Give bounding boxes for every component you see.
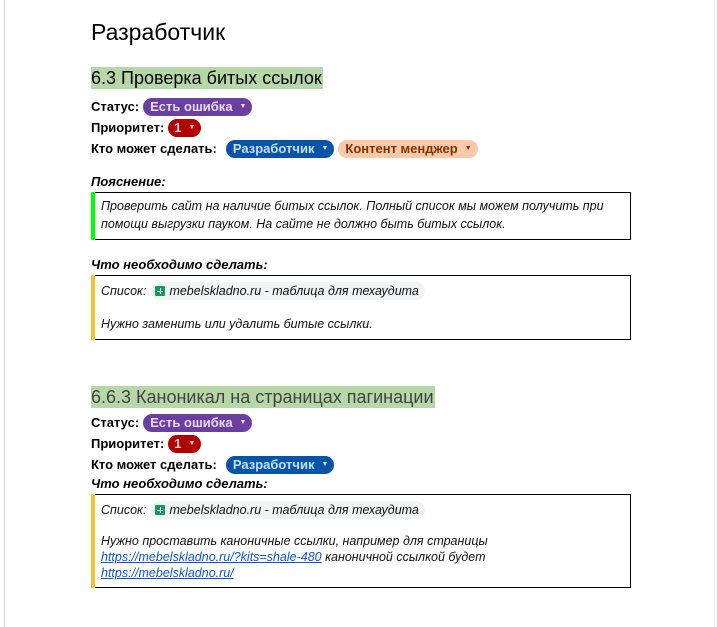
status-value: Есть ошибка xyxy=(150,415,233,430)
google-sheets-icon xyxy=(155,286,165,296)
assignee-developer-chip[interactable] xyxy=(226,140,335,158)
assignee-row xyxy=(91,454,631,475)
todo-label: Что необходимо сделать: xyxy=(91,257,268,272)
chevron-down-icon: ▼ xyxy=(239,419,247,426)
todo-box xyxy=(91,494,631,588)
file-reference-line xyxy=(101,500,622,520)
status-dropdown-chip[interactable] xyxy=(143,98,252,116)
status-label: Статус: xyxy=(91,99,140,114)
assignee-developer-chip[interactable] xyxy=(226,456,335,474)
priority-dropdown-chip[interactable] xyxy=(168,435,201,453)
chevron-down-icon: ▼ xyxy=(321,145,329,152)
canonical-url-link[interactable]: https://mebelskladno.ru/ xyxy=(101,566,234,580)
todo-text-intro: Нужно проставить каноничные ссылки, например для страницы xyxy=(101,534,488,548)
priority-value: 1 xyxy=(174,120,182,135)
todo-text xyxy=(101,533,622,581)
todo-text: Нужно заменить или удалить битые ссылки. xyxy=(101,317,373,331)
explanation-text: Проверить сайт на наличие битых ссылок. Полный список мы можем получить при помощи выгрузки пауком. На сайте не должно быть битых ссылок. xyxy=(101,199,604,231)
chevron-down-icon: ▼ xyxy=(188,440,196,447)
chevron-down-icon: ▼ xyxy=(239,103,247,110)
section-heading: 6.3 Проверка битых ссылок xyxy=(91,68,322,88)
page-title: Разработчик xyxy=(91,19,226,45)
spreadsheet-smart-chip[interactable] xyxy=(151,501,424,519)
todo-box xyxy=(91,275,631,340)
section-broken-links xyxy=(91,67,631,340)
list-prefix: Список: xyxy=(101,503,147,517)
spreadsheet-name: mebelskladno.ru - таблица для техаудита xyxy=(169,284,419,298)
priority-label: Приоритет: xyxy=(91,120,165,135)
todo-accent-bar xyxy=(91,275,95,340)
assignee-content-manager-chip[interactable] xyxy=(338,140,477,158)
chevron-down-icon: ▼ xyxy=(188,124,196,131)
example-page-link[interactable]: https://mebelskladno.ru/?kits=shale-480 xyxy=(101,550,322,564)
assignee-value: Разработчик xyxy=(232,141,315,156)
page-left-edge xyxy=(4,0,5,627)
list-prefix: Список: xyxy=(101,284,147,298)
priority-label: Приоритет: xyxy=(91,436,165,451)
document-body xyxy=(91,18,631,588)
explanation-box xyxy=(91,192,631,240)
explanation-accent-bar xyxy=(91,192,95,240)
file-reference-line xyxy=(101,281,622,301)
status-row xyxy=(91,96,631,117)
priority-row xyxy=(91,433,631,454)
assignee-label: Кто может сделать: xyxy=(91,141,217,156)
spreadsheet-smart-chip[interactable] xyxy=(151,282,424,300)
status-row xyxy=(91,412,631,433)
section-heading: 6.6.3 Каноникал на страницах пагинации xyxy=(91,387,434,407)
google-sheets-icon xyxy=(155,505,165,515)
priority-dropdown-chip[interactable] xyxy=(168,119,201,137)
chevron-down-icon: ▼ xyxy=(464,145,472,152)
status-label: Статус: xyxy=(91,415,140,430)
spreadsheet-name: mebelskladno.ru - таблица для техаудита xyxy=(169,503,419,517)
priority-row xyxy=(91,117,631,138)
page-right-edge xyxy=(714,0,715,627)
status-value: Есть ошибка xyxy=(150,99,233,114)
todo-label: Что необходимо сделать: xyxy=(91,476,268,491)
assignee-label: Кто может сделать: xyxy=(91,457,217,472)
priority-value: 1 xyxy=(174,436,182,451)
assignee-row xyxy=(91,138,631,159)
explanation-label: Пояснение: xyxy=(91,174,166,189)
assignee-value: Контент менджер xyxy=(345,141,458,156)
assignee-value: Разработчик xyxy=(232,457,315,472)
status-dropdown-chip[interactable] xyxy=(143,414,252,432)
todo-text-middle: каноничной ссылкой будет xyxy=(325,550,486,564)
section-pagination-canonical xyxy=(91,386,631,588)
chevron-down-icon: ▼ xyxy=(321,461,329,468)
todo-accent-bar xyxy=(91,494,95,588)
